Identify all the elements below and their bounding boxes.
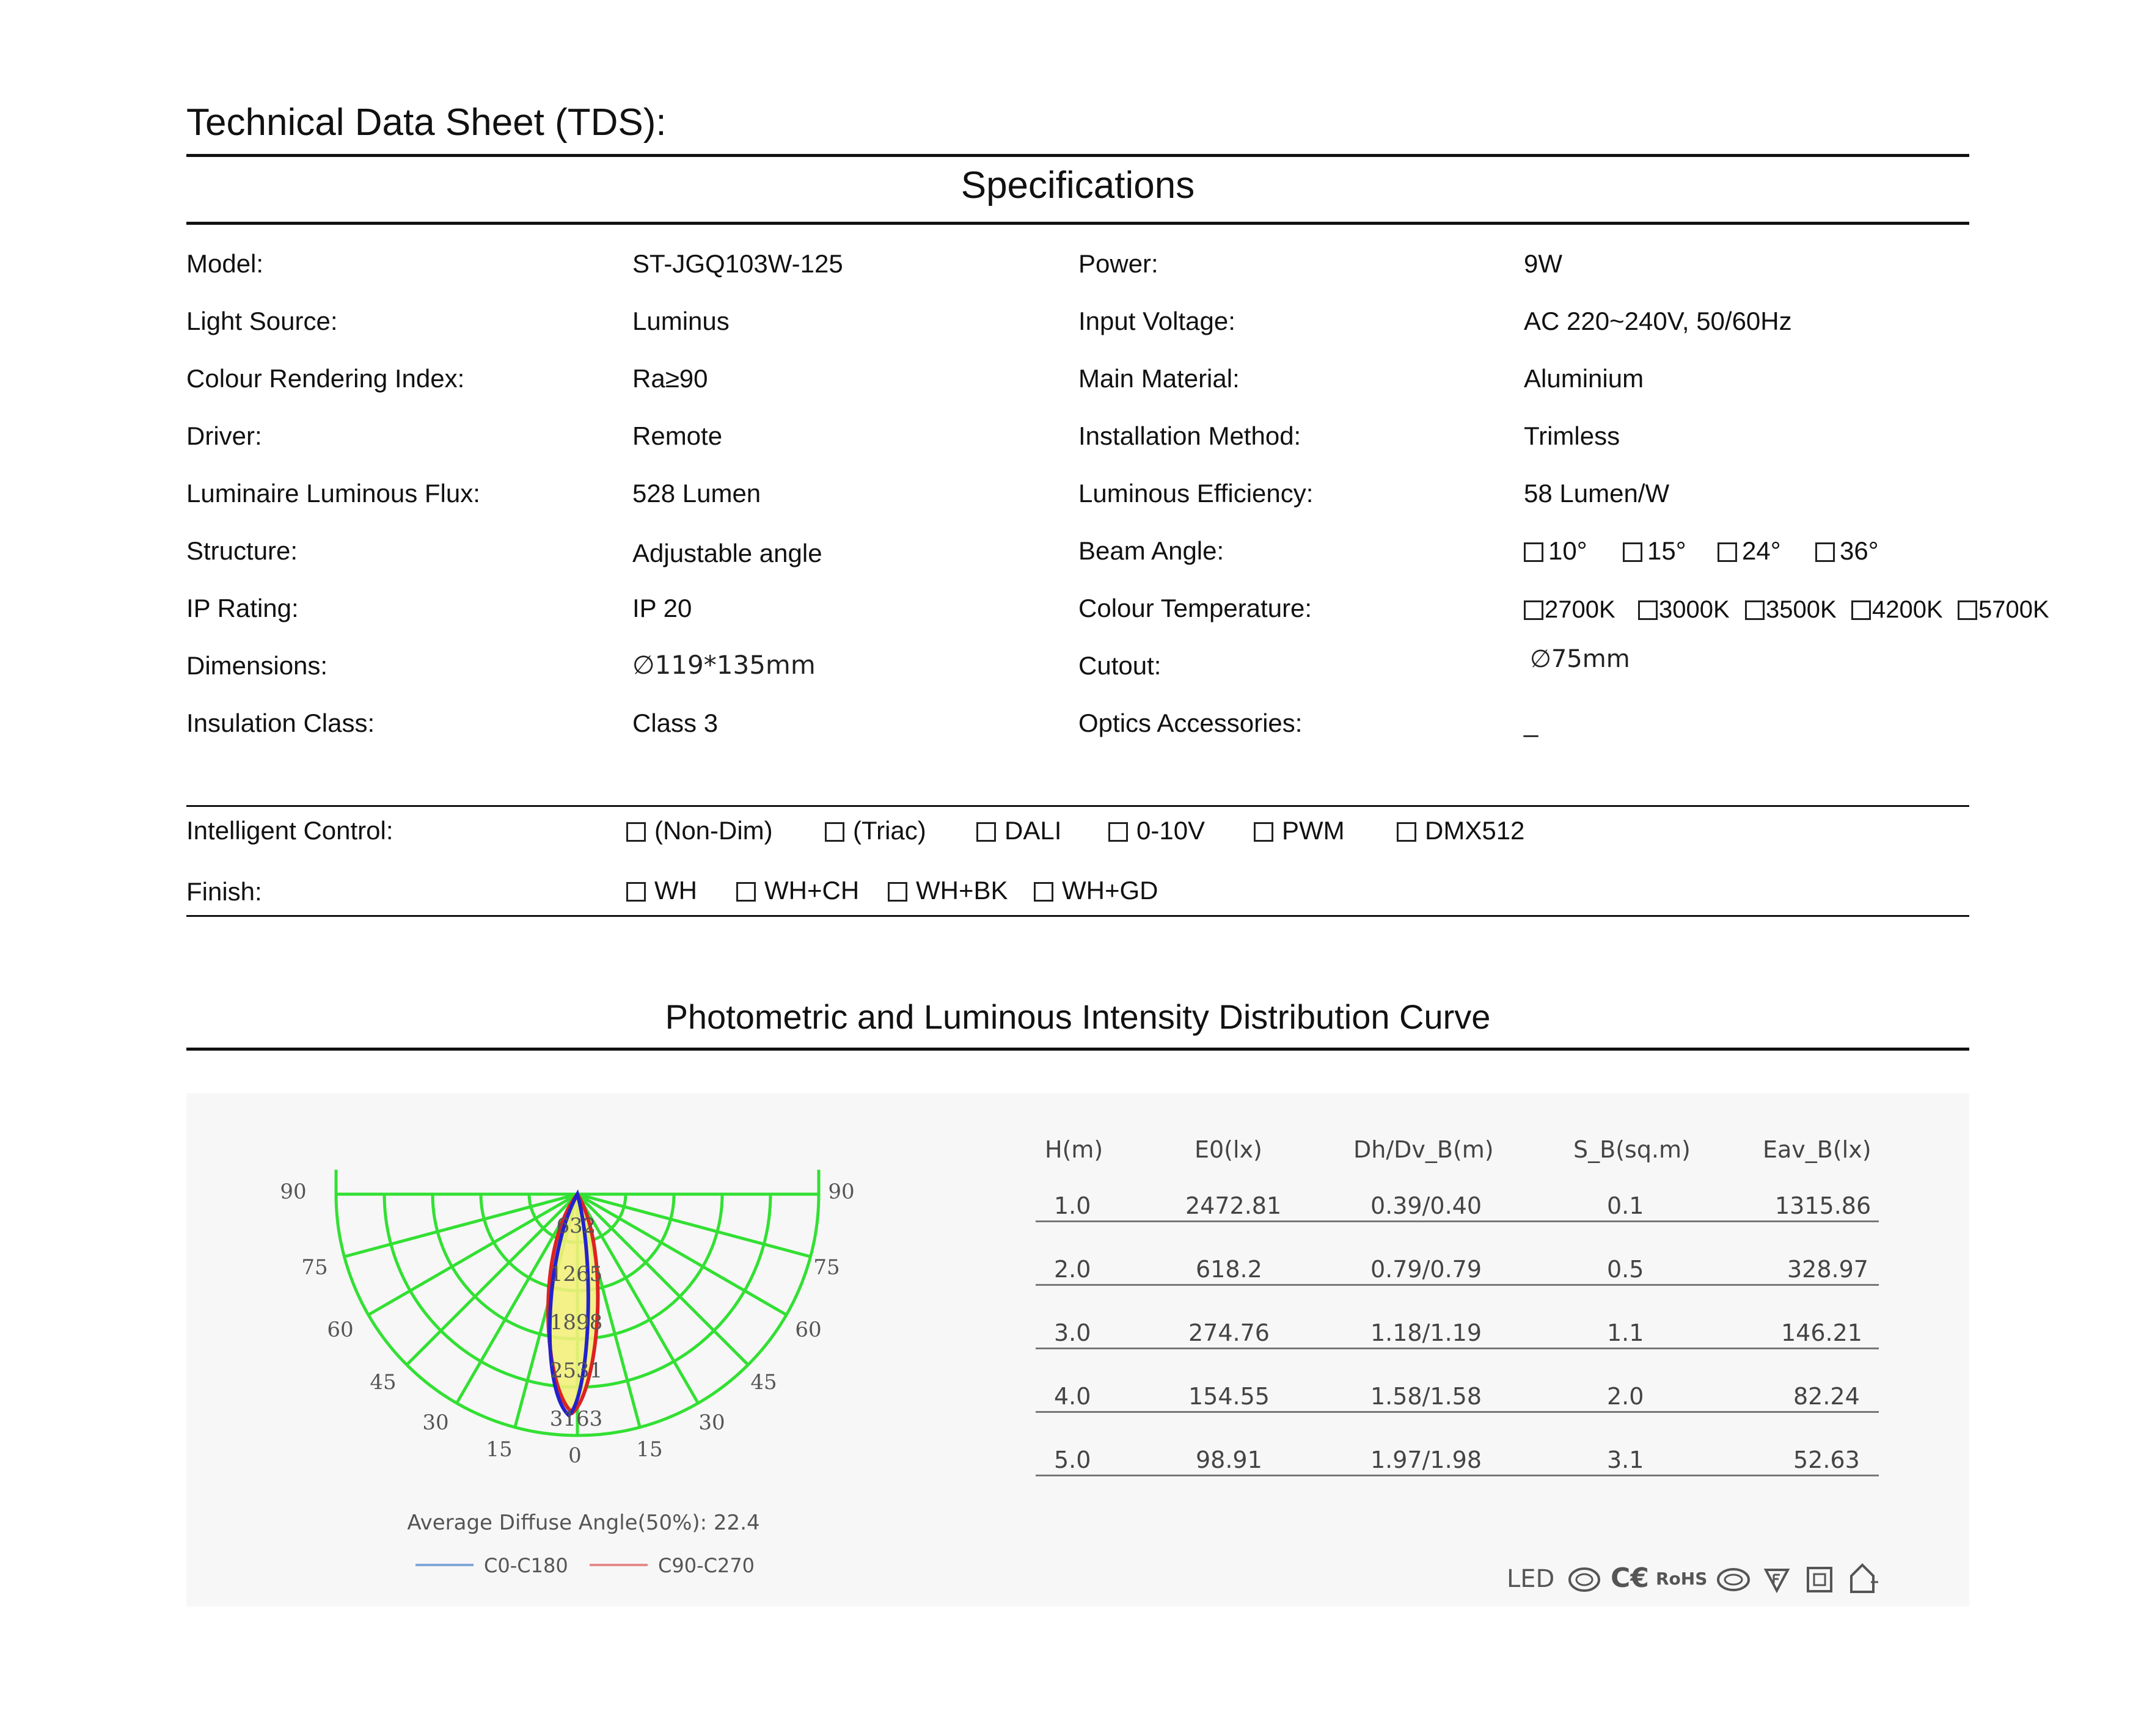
- spec-label-driver: Driver:: [186, 421, 262, 450]
- checkbox-icon[interactable]: [626, 882, 646, 902]
- cct-option-2700[interactable]: [1524, 596, 1615, 624]
- specifications-rule: [186, 222, 1969, 225]
- cct-option-3000[interactable]: [1638, 596, 1730, 624]
- table-cell: 0.5: [1607, 1256, 1644, 1283]
- angle-label-zero: 0: [568, 1443, 582, 1468]
- spec-value-dimensions: ∅119*135mm: [632, 650, 816, 680]
- finish-option-wh-gd[interactable]: [1034, 876, 1158, 905]
- checkbox-icon[interactable]: [1851, 600, 1871, 620]
- table-cell: 2472.81: [1185, 1192, 1282, 1219]
- beam-option-15[interactable]: [1623, 536, 1686, 566]
- spec-value-optics: _: [1524, 709, 1538, 737]
- class-ii-mark-icon: [1806, 1566, 1833, 1593]
- spec-value-insulation: Class 3: [632, 709, 719, 737]
- table-cell: 146.21: [1781, 1319, 1862, 1346]
- spec-label-beam-angle: Beam Angle:: [1078, 536, 1224, 565]
- cct-option-label: 3000K: [1659, 596, 1730, 623]
- checkbox-icon[interactable]: [825, 822, 844, 842]
- control-option-triac[interactable]: [825, 816, 926, 845]
- spec-value-light-source: Luminus: [632, 307, 730, 335]
- angle-label-left-15: 15: [486, 1437, 513, 1462]
- table-cell: 4.0: [1054, 1383, 1091, 1410]
- spec-value-luminous-flux: 528 Lumen: [632, 479, 761, 508]
- table-rule: [1036, 1284, 1879, 1286]
- cct-option-label: 2700K: [1545, 596, 1615, 623]
- spec-label-insulation: Insulation Class:: [186, 709, 375, 737]
- polar-diagram: [186, 1093, 889, 1607]
- control-option-0-10v[interactable]: [1108, 816, 1205, 845]
- spec-value-driver: Remote: [632, 421, 723, 450]
- cct-option-5700[interactable]: [1958, 596, 2049, 624]
- document-title: Technical Data Sheet (TDS):: [186, 101, 667, 144]
- cct-option-4200[interactable]: [1851, 596, 1943, 624]
- spec-label-light-source: Light Source:: [186, 307, 338, 335]
- table-cell: 1.97/1.98: [1370, 1446, 1482, 1473]
- beam-option-label: 24°: [1742, 536, 1781, 565]
- control-option-label: DMX512: [1425, 816, 1525, 845]
- cqc-mark-icon: [1716, 1566, 1751, 1593]
- ccc-mark-icon: [1567, 1565, 1601, 1594]
- table-cell: 1315.86: [1775, 1192, 1871, 1219]
- cct-option-label: 4200K: [1872, 596, 1943, 623]
- control-option-label: 0-10V: [1136, 816, 1206, 845]
- finish-option-wh-bk[interactable]: [888, 876, 1008, 905]
- spec-value-structure: Adjustable angle: [632, 539, 822, 567]
- photometric-heading: Photometric and Luminous Intensity Distribution Curve: [665, 997, 1491, 1036]
- spec-value-input-voltage: AC 220~240V, 50/60Hz: [1524, 307, 1792, 335]
- spec-label-efficiency: Luminous Efficiency:: [1078, 479, 1314, 508]
- checkbox-icon[interactable]: [1815, 542, 1835, 562]
- table-cell: 328.97: [1787, 1256, 1868, 1283]
- control-option-label: (Non-Dim): [654, 816, 773, 845]
- spec-label-ip-rating: IP Rating:: [186, 594, 299, 622]
- table-cell: 98.91: [1196, 1446, 1262, 1473]
- checkbox-icon[interactable]: [626, 822, 646, 842]
- photometric-rule: [186, 1048, 1969, 1051]
- checkbox-icon[interactable]: [1254, 822, 1273, 842]
- checkbox-icon[interactable]: [976, 822, 996, 842]
- table-cell: 0.1: [1607, 1192, 1644, 1219]
- beam-option-label: 10°: [1548, 536, 1587, 565]
- diffuse-angle-caption: Average Diffuse Angle(50%): 22.4: [407, 1511, 760, 1535]
- spec-value-installation: Trimless: [1524, 421, 1620, 450]
- angle-label-right-45: 45: [750, 1370, 777, 1395]
- spec-label-luminous-flux: Luminaire Luminous Flux:: [186, 479, 480, 508]
- beam-option-label: 15°: [1647, 536, 1686, 565]
- finish-option-label: WH: [654, 876, 697, 905]
- spec-label-installation: Installation Method:: [1078, 421, 1301, 450]
- table-cell: 1.58/1.58: [1370, 1383, 1482, 1410]
- table-cell: 52.63: [1793, 1446, 1860, 1473]
- table-cell: 3.1: [1607, 1446, 1644, 1473]
- cct-option-label: 5700K: [1978, 596, 2049, 623]
- spec-label-cri: Colour Rendering Index:: [186, 364, 465, 393]
- spec-label-power: Power:: [1078, 249, 1158, 278]
- spec-label-input-voltage: Input Voltage:: [1078, 307, 1235, 335]
- intensity-label-632: 632: [556, 1214, 596, 1238]
- checkbox-icon[interactable]: [1108, 822, 1128, 842]
- spec-label-main-material: Main Material:: [1078, 364, 1240, 393]
- spec-label-dimensions: Dimensions:: [186, 651, 328, 680]
- spec-value-efficiency: 58 Lumen/W: [1524, 479, 1670, 508]
- table-cell: 82.24: [1793, 1383, 1860, 1410]
- angle-label-right-30: 30: [698, 1410, 725, 1435]
- cct-option-3500[interactable]: [1745, 596, 1837, 624]
- angle-label-left-60: 60: [327, 1318, 354, 1342]
- spec-label-structure: Structure:: [186, 536, 298, 565]
- table-col-s: S_B(sq.m): [1573, 1136, 1691, 1163]
- angle-label-right-15: 15: [636, 1437, 663, 1462]
- angle-label-right-60: 60: [795, 1318, 822, 1342]
- cct-option-label: 3500K: [1766, 596, 1837, 623]
- checkbox-icon[interactable]: [1958, 600, 1977, 620]
- table-cell: 1.0: [1054, 1192, 1091, 1219]
- table-cell: 154.55: [1188, 1383, 1270, 1410]
- finish-option-label: WH+GD: [1062, 876, 1158, 905]
- spec-value-ip-rating: IP 20: [632, 594, 692, 622]
- checkbox-icon[interactable]: [888, 882, 907, 902]
- table-col-dh-dv: Dh/Dv_B(m): [1353, 1136, 1494, 1163]
- ce-mark: C€: [1611, 1563, 1649, 1594]
- checkbox-icon[interactable]: [1034, 882, 1053, 902]
- intelligent-control-label: Intelligent Control:: [186, 816, 393, 845]
- spec-label-optics: Optics Accessories:: [1078, 709, 1303, 737]
- table-cell: 274.76: [1188, 1319, 1270, 1346]
- spec-value-cri: Ra≥90: [632, 364, 708, 393]
- table-header: [1036, 1136, 1879, 1173]
- table-rule: [1036, 1220, 1879, 1222]
- angle-label-right-90: 90: [828, 1180, 855, 1204]
- checkbox-icon[interactable]: [1397, 822, 1416, 842]
- spec-label-cutout: Cutout:: [1078, 651, 1162, 680]
- control-option-dali[interactable]: [976, 816, 1061, 845]
- controls-bottom-rule: [186, 915, 1969, 917]
- table-cell: 2.0: [1054, 1256, 1091, 1283]
- spec-value-main-material: Aluminium: [1524, 364, 1644, 393]
- finish-option-wh[interactable]: [626, 876, 697, 905]
- control-option-label: (Triac): [853, 816, 926, 845]
- legend-label-c0: C0-C180: [484, 1554, 568, 1577]
- beam-option-10[interactable]: [1524, 536, 1587, 566]
- checkbox-icon[interactable]: [1718, 542, 1737, 562]
- intensity-label-1898: 1898: [549, 1310, 603, 1335]
- table-cell: 0.39/0.40: [1370, 1192, 1482, 1219]
- finish-label: Finish:: [186, 877, 262, 906]
- legend-label-c90: C90-C270: [658, 1554, 755, 1577]
- title-rule: [186, 154, 1969, 157]
- intensity-label-2531: 2531: [549, 1359, 603, 1383]
- table-cell: 3.0: [1054, 1319, 1091, 1346]
- spec-label-colour-temperature: Colour Temperature:: [1078, 594, 1312, 622]
- checkbox-icon[interactable]: [1638, 600, 1658, 620]
- specifications-heading: Specifications: [960, 164, 1195, 206]
- indoor-mark-icon: [1846, 1561, 1879, 1594]
- control-option-dmx512[interactable]: [1397, 816, 1524, 845]
- intensity-label-3163: 3163: [549, 1407, 603, 1431]
- table-rule: [1036, 1348, 1879, 1349]
- table-cell: 5.0: [1054, 1446, 1091, 1473]
- table-cell: 1.1: [1607, 1319, 1644, 1346]
- angle-label-right-75: 75: [813, 1255, 840, 1280]
- checkbox-icon[interactable]: [1745, 600, 1765, 620]
- control-option-pwm[interactable]: [1254, 816, 1345, 845]
- table-cell: 0.79/0.79: [1370, 1256, 1482, 1283]
- spec-label-model: Model:: [186, 249, 264, 278]
- checkbox-icon[interactable]: [1524, 600, 1543, 620]
- table-cell: 618.2: [1196, 1256, 1262, 1283]
- table-rule: [1036, 1411, 1879, 1413]
- beam-option-36[interactable]: [1815, 536, 1879, 566]
- finish-option-label: WH+CH: [764, 876, 860, 905]
- control-option-label: PWM: [1282, 816, 1345, 845]
- f-mark-icon: [1763, 1566, 1790, 1593]
- finish-option-label: WH+BK: [916, 876, 1008, 905]
- led-mark: LED: [1507, 1565, 1555, 1593]
- finish-option-wh-ch[interactable]: [736, 876, 859, 905]
- checkbox-icon[interactable]: [1623, 542, 1642, 562]
- controls-top-rule: [186, 805, 1969, 807]
- beam-option-label: 36°: [1840, 536, 1879, 565]
- control-option-non-dim[interactable]: [626, 816, 773, 845]
- angle-label-left-90: 90: [280, 1180, 307, 1204]
- checkbox-icon[interactable]: [1524, 542, 1543, 562]
- rohs-mark: RoHS: [1656, 1569, 1708, 1589]
- control-option-label: DALI: [1004, 816, 1062, 845]
- checkbox-icon[interactable]: [736, 882, 756, 902]
- table-col-h: H(m): [1045, 1136, 1103, 1163]
- angle-label-left-30: 30: [422, 1410, 449, 1435]
- beam-option-24[interactable]: [1718, 536, 1781, 566]
- angle-label-left-45: 45: [370, 1370, 397, 1395]
- spec-value-power: 9W: [1524, 249, 1562, 278]
- spec-value-cutout: ∅75mm: [1530, 645, 1630, 673]
- intensity-label-1265: 1265: [549, 1262, 603, 1286]
- table-rule: [1036, 1475, 1879, 1476]
- angle-label-left-75: 75: [301, 1255, 328, 1280]
- spec-value-model: ST-JGQ103W-125: [632, 249, 843, 278]
- table-col-eav: Eav_B(lx): [1763, 1136, 1871, 1163]
- table-col-e0: E0(lx): [1195, 1136, 1262, 1163]
- table-cell: 2.0: [1607, 1383, 1644, 1410]
- table-cell: 1.18/1.19: [1370, 1319, 1482, 1346]
